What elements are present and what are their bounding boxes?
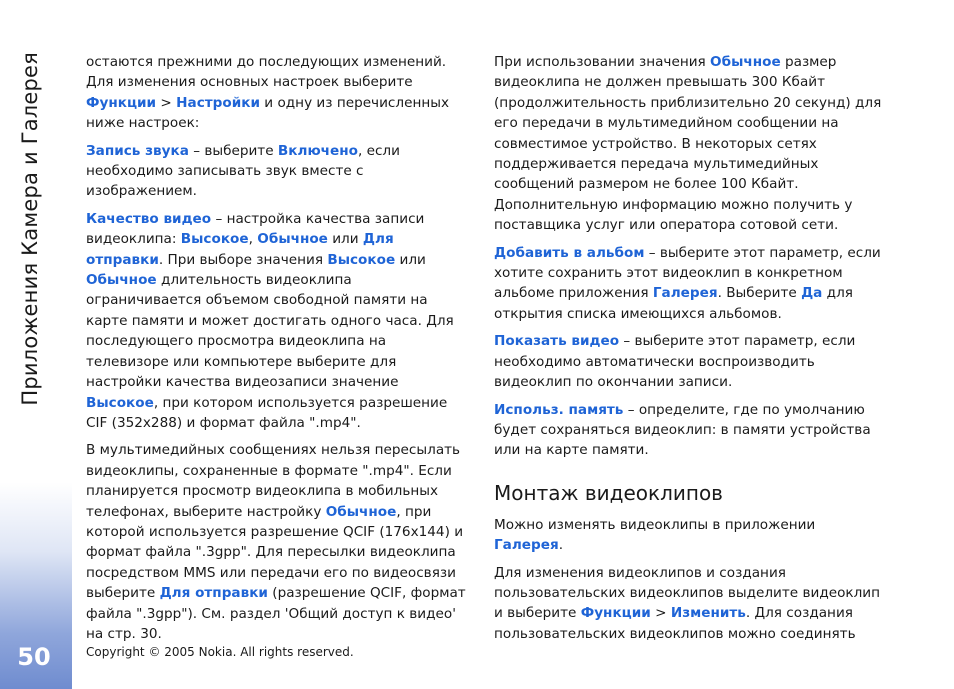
menu-ref-edit: Изменить: [670, 605, 746, 622]
text: – определите, где по умолчанию будет сохраняться видеоклип: в памяти устройства или на карте памяти.: [494, 401, 871, 459]
paragraph-edit-intro: [494, 515, 886, 556]
right-column: [494, 52, 886, 651]
text: или: [395, 251, 426, 268]
paragraph-memory-in-use: [494, 400, 886, 461]
text: или: [327, 231, 363, 248]
option-high: Высокое: [86, 394, 154, 411]
text: (разрешение QCIF, формат файла ".3gpp"). См. раздел 'Общий доступ к видео' на стр. 30.: [86, 585, 466, 642]
paragraph-size-limit: [494, 52, 886, 236]
paragraph-video-quality: [86, 209, 470, 433]
text: >: [156, 94, 177, 111]
text: – настройка качества записи видеоклипа:: [86, 210, 425, 248]
section-heading: Монтаж видеоклипов: [494, 480, 723, 505]
copyright-footer: Copyright © 2005 Nokia. All rights reserved.: [86, 645, 354, 659]
text: остаются прежними до последующих изменений. Для изменения основных настроек выберите: [86, 54, 447, 91]
text: , при которой используется разрешение QCIF (176x144) и формат файла ".3gpp". Для пересылки видеоклипа посредством MMS или передачи его по видеосвязи выберите: [86, 503, 464, 602]
setting-video-quality: Качество видео: [86, 210, 212, 227]
setting-show-video: Показать видео: [494, 333, 620, 350]
paragraph-record-sound: [86, 141, 470, 202]
text: Для изменения видеоклипов и создания пользовательских видеоклипов выделите видеоклип и выберите: [494, 564, 881, 622]
text: . Выберите: [717, 285, 802, 302]
page-number: 50: [17, 643, 51, 671]
text: – выберите этот параметр, если необходимо автоматически воспроизводить видеоклип по окончании записи.: [494, 333, 856, 391]
app-ref-gallery: Галерея: [494, 537, 559, 554]
paragraph-add-to-album: [494, 243, 886, 325]
chapter-title: Приложения Камера и Галерея: [18, 52, 42, 406]
text: для открытия списка имеющихся альбомов.: [494, 285, 853, 322]
paragraph-show-video: [494, 331, 886, 392]
option-for-sending: Для отправки: [159, 585, 268, 602]
menu-ref-functions: Функции: [86, 94, 157, 111]
text: – выберите: [188, 142, 278, 159]
app-ref-gallery: Галерея: [652, 285, 718, 302]
option-normal: Обычное: [86, 272, 157, 289]
text: , если необходимо записывать звук вместе с изображением.: [86, 142, 400, 200]
text: ,: [248, 231, 258, 248]
text: При использовании значения: [494, 54, 711, 70]
paragraph-edit-steps: [494, 563, 886, 645]
paragraph-mms-note: [86, 440, 470, 644]
text: длительность видеоклипа ограничивается объемом свободной памяти на карте памяти и может достигать одного часа. Для последующего просмотра видеоклипа на телевизоре или компьютере выберите для настройки качества видеозаписи значение: [86, 272, 454, 391]
text: Можно изменять видеоклипы в приложении: [494, 516, 816, 533]
text: .: [558, 537, 564, 554]
text: и одну из перечисленных ниже настроек:: [86, 94, 450, 132]
paragraph-intro: [86, 52, 470, 134]
option-high: Высокое: [180, 231, 249, 248]
text: размер видеоклипа не должен превышать 300 Кбайт (продолжительность приблизительно 20 секунд) для его передачи в мультимедийном сообщении на совместимое устройство. В некоторых сетях поддерживается передача мультимедийных сообщений размером не более 100 Кбайт. Дополнительную информацию можно получить у поставщика услуг или оператора сотовой сети.: [494, 54, 882, 234]
option-normal: Обычное: [710, 54, 781, 70]
option-normal: Обычное: [257, 231, 328, 248]
text: – выберите этот параметр, если хотите сохранить этот видеоклип в конкретном альбоме приложения: [494, 244, 881, 302]
setting-add-to-album: Добавить в альбом: [494, 244, 645, 261]
menu-ref-functions: Функции: [580, 605, 651, 622]
text: , при котором используется разрешение CIF (352x288) и формат файла ".mp4".: [86, 394, 448, 431]
text: В мультимедийных сообщениях нельзя пересылать видеоклипы, сохраненные в формате ".mp4". Если планируется просмотр видеоклипа в мобильных телефонах, выберите настройку: [86, 442, 461, 520]
menu-ref-settings: Настройки: [176, 94, 260, 111]
setting-record-sound: Запись звука: [86, 142, 189, 159]
sidebar: [0, 0, 72, 689]
text: . При выборе значения: [158, 251, 328, 268]
option-high: Высокое: [327, 251, 396, 268]
text: . Для создания пользовательских видеоклипов можно соединять: [494, 605, 856, 642]
text: >: [650, 605, 671, 622]
left-column: [86, 52, 470, 651]
setting-memory-in-use: Использ. память: [494, 401, 624, 418]
option-yes: Да: [801, 285, 823, 302]
option-for-sending: Для отправки: [86, 231, 394, 268]
option-enabled: Включено: [277, 142, 358, 159]
option-normal: Обычное: [325, 503, 397, 520]
